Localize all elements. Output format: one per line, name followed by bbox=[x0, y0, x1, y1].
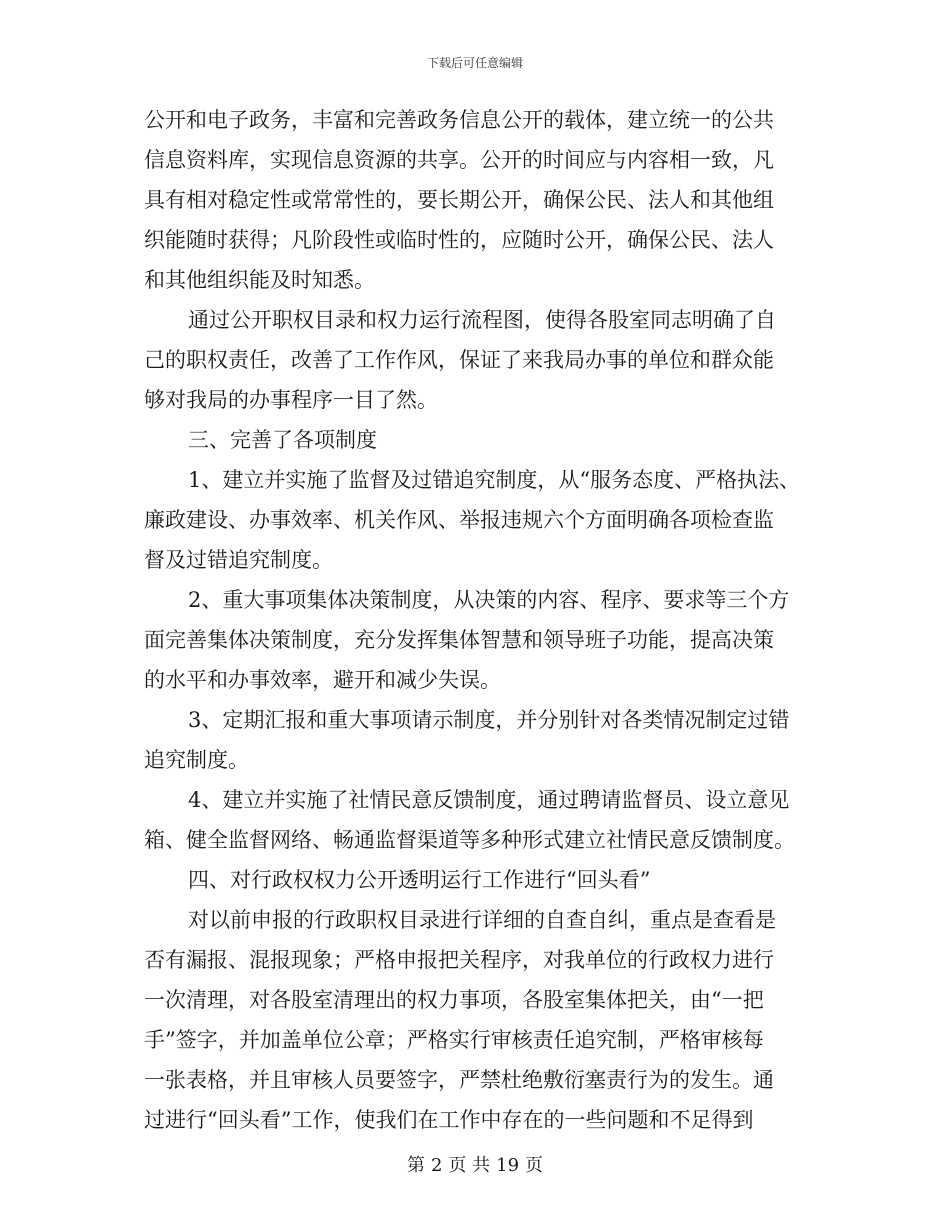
list-item bbox=[144, 580, 816, 700]
text-line: 和其他组织能及时知悉。 bbox=[144, 268, 375, 292]
list-item bbox=[144, 780, 816, 860]
paragraph bbox=[144, 900, 816, 1140]
list-item bbox=[144, 700, 816, 780]
text-line: 信息资料库，实现信息资源的共享。公开的时间应与内容相一致，凡 bbox=[144, 148, 774, 172]
text-line: 通过公开职权目录和权力运行流程图，使得各股室同志明确了自 bbox=[188, 308, 776, 332]
heading-line: 三、完善了各项制度 bbox=[188, 428, 377, 452]
document-body bbox=[144, 100, 816, 1140]
footer-middle: 页 共 bbox=[448, 1155, 491, 1176]
text-line: 够对我局的办事程序一目了然。 bbox=[144, 388, 438, 412]
page-footer bbox=[0, 1151, 950, 1177]
text-line: 追究制度。 bbox=[144, 748, 249, 772]
text-line: 1、建立并实施了监督及过错追究制度，从“服务态度、严格执法、 bbox=[188, 468, 801, 492]
list-item bbox=[144, 460, 816, 580]
text-line: 织能随时获得；凡阶段性或临时性的，应随时公开，确保公民、法人 bbox=[144, 228, 774, 252]
text-line: 对以前申报的行政职权目录进行详细的自查自纠，重点是查看是 bbox=[188, 908, 776, 932]
text-line: 否有漏报、混报现象；严格申报把关程序，对我单位的行政权力进行 bbox=[144, 948, 774, 972]
text-line: 面完善集体决策制度，充分发挥集体智慧和领导班子功能，提高决策 bbox=[144, 628, 774, 652]
section-heading bbox=[144, 860, 816, 900]
paragraph bbox=[144, 100, 816, 300]
text-line: 箱、健全监督网络、畅通监督渠道等多种形式建立社情民意反馈制度。 bbox=[144, 828, 795, 852]
page-header: 下载后可任意编辑 bbox=[426, 56, 523, 70]
text-line: 督及过错追究制度。 bbox=[144, 548, 333, 572]
text-line: 一张表格，并且审核人员要签字，严禁杜绝敷衍塞责行为的发生。通 bbox=[144, 1068, 774, 1092]
text-line: 公开和电子政务，丰富和完善政务信息公开的载体，建立统一的公共 bbox=[144, 108, 774, 132]
text-line: 2、重大事项集体决策制度，从决策的内容、程序、要求等三个方 bbox=[188, 588, 790, 612]
heading-line: 四、对行政权权力公开透明运行工作进行“回头看” bbox=[188, 868, 651, 892]
text-line: 一次清理，对各股室清理出的权力事项，各股室集体把关，由“一把 bbox=[144, 988, 764, 1012]
text-line: 己的职权责任，改善了工作作风，保证了来我局办事的单位和群众能 bbox=[144, 348, 774, 372]
footer-prefix: 第 bbox=[406, 1155, 425, 1176]
text-line: 具有相对稳定性或常常性的，要长期公开，确保公民、法人和其他组 bbox=[144, 188, 774, 212]
paragraph bbox=[144, 300, 816, 420]
page-number: 2 bbox=[430, 1155, 443, 1176]
text-line: 廉政建设、办事效率、机关作风、举报违规六个方面明确各项检查监 bbox=[144, 508, 774, 532]
total-pages: 19 bbox=[496, 1155, 520, 1176]
text-line: 4、建立并实施了社情民意反馈制度，通过聘请监督员、设立意见 bbox=[188, 788, 790, 812]
text-line: 过进行“回头看”工作，使我们在工作中存在的一些问题和不足得到 bbox=[144, 1108, 754, 1132]
footer-suffix: 页 bbox=[525, 1155, 544, 1176]
text-line: 的水平和办事效率，避开和减少失误。 bbox=[144, 668, 501, 692]
section-heading bbox=[144, 420, 816, 460]
text-line: 手”签字，并加盖单位公章；严格实行审核责任追究制，严格审核每 bbox=[144, 1028, 764, 1052]
text-line: 3、定期汇报和重大事项请示制度，并分别针对各类情况制定过错 bbox=[188, 708, 790, 732]
